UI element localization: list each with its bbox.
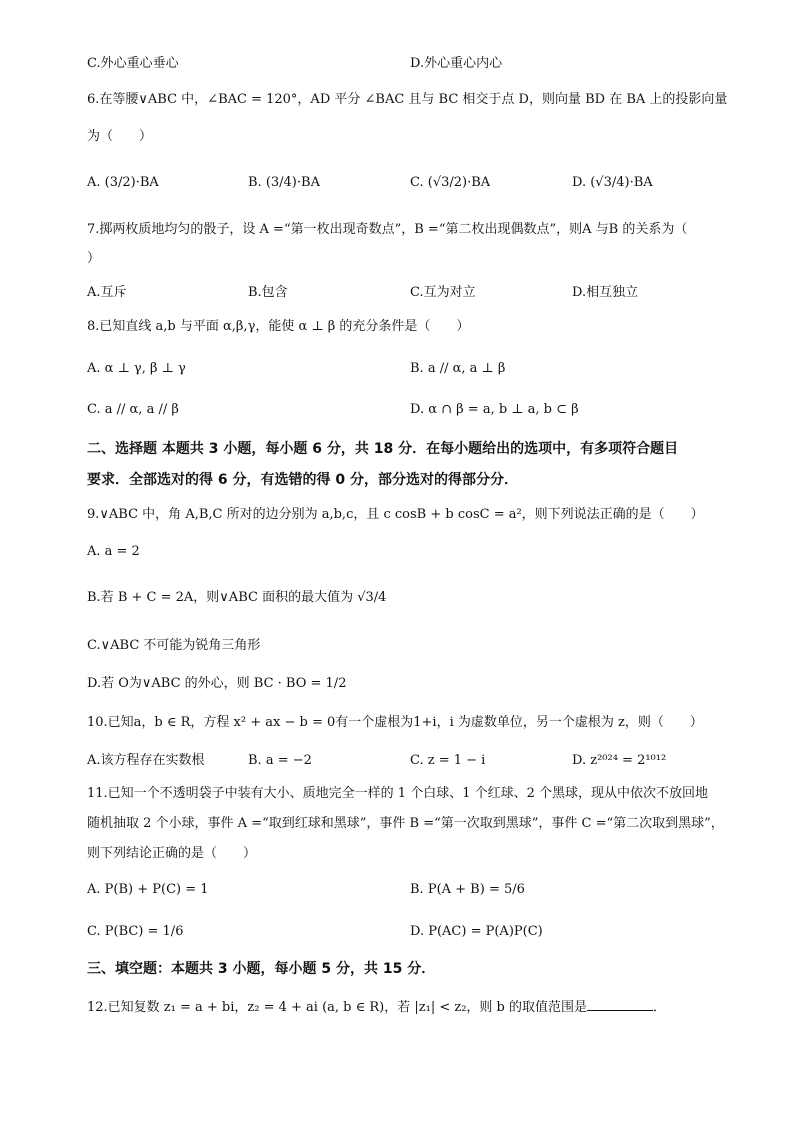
q9-stem: 9.∨ABC 中，角 A,B,C 所对的边分别为 a,b,c，且 c cosB + b cosC = a²，则下列说法正确的是（ ） <box>87 507 704 522</box>
q11-stem-line2: 随机抽取 2 个小球，事件 A =“取到红球和黑球”，事件 B =“第一次取到黑球”，事件 C =“第二次取到黑球”， <box>87 816 724 831</box>
q5-option-c: C.外心重心垂心 <box>87 56 179 71</box>
q12-stem <box>87 996 666 1017</box>
q8-option-b: B. a // α, a ⊥ β <box>410 361 506 376</box>
q6-stem-line2: 为（ ） <box>87 129 153 144</box>
q7-stem-line2: ） <box>87 251 101 266</box>
q11-option-d: D. P(AC) = P(A)P(C) <box>410 924 543 939</box>
q8-option-c: C. a // α, a // β <box>87 402 179 417</box>
q9-option-c: C.∨ABC 不可能为锐角三角形 <box>87 638 261 653</box>
section-3-heading: 三、填空题：本题共 3 小题，每小题 5 分，共 15 分． <box>87 961 436 977</box>
q8-stem: 8.已知直线 a,b 与平面 α,β,γ，能使 α ⊥ β 的充分条件是（ ） <box>87 319 470 334</box>
q8-option-d: D. α ∩ β = a, b ⊥ a, b ⊂ β <box>410 402 579 417</box>
q7-option-c: C.互为对立 <box>410 285 476 300</box>
q10-option-d: D. z²⁰²⁴ = 2¹⁰¹² <box>572 753 667 768</box>
q6-option-c: C. (√3/2)·BA <box>410 175 491 190</box>
q5-option-d: D.外心重心内心 <box>410 56 503 71</box>
q12-stem-text: 12.已知复数 z₁ = a + bi，z₂ = 4 + ai (a, b ∈ R)，若 |z₁| < z₂，则 b 的取值范围是 <box>87 1000 588 1015</box>
q7-stem-line1: 7.掷两枚质地均匀的骰子，设 A =“第一枚出现奇数点”，B =“第二枚出现偶数点”，则A 与B 的关系为（ <box>87 222 688 237</box>
q11-option-b: B. P(A + B) = 5/6 <box>410 882 525 897</box>
q6-option-b: B. (3/4)·BA <box>248 175 320 190</box>
q7-option-b: B.包含 <box>248 285 288 300</box>
q6-option-d: D. (√3/4)·BA <box>572 175 653 190</box>
q6-stem-line1: 6.在等腰∨ABC 中，∠BAC = 120°，AD 平分 ∠BAC 且与 BC 相交于点 D，则向量 BD 在 BA 上的投影向量 <box>87 92 728 107</box>
q8-option-a: A. α ⊥ γ, β ⊥ γ <box>87 361 186 376</box>
answer-blank[interactable] <box>587 996 653 1011</box>
q6-option-a: A. (3/2)·BA <box>87 175 159 190</box>
q11-option-c: C. P(BC) = 1/6 <box>87 924 184 939</box>
q11-stem-line3: 则下列结论正确的是（ ） <box>87 846 257 861</box>
q10-option-b: B. a = −2 <box>248 753 312 768</box>
q9-option-b: B.若 B + C = 2A，则∨ABC 面积的最大值为 √3/4 <box>87 590 387 605</box>
q12-stem-end: ． <box>653 1000 667 1015</box>
q11-option-a: A. P(B) + P(C) = 1 <box>87 882 209 897</box>
section-2-heading-line2: 要求．全部选对的得 6 分，有选错的得 0 分，部分选对的得部分分． <box>87 472 518 488</box>
q11-stem-line1: 11.已知一个不透明袋子中装有大小、质地完全一样的 1 个白球、1 个红球、2 个黑球，现从中依次不放回地 <box>87 786 709 801</box>
q10-option-c: C. z = 1 − i <box>410 753 486 768</box>
q10-stem: 10.已知a，b ∈ R，方程 x² + ax − b = 0有一个虚根为1+i，i 为虚数单位，另一个虚根为 z，则（ ） <box>87 715 703 730</box>
q7-option-a: A.互斥 <box>87 285 127 300</box>
q7-option-d: D.相互独立 <box>572 285 639 300</box>
q9-option-a: A. a = 2 <box>87 544 140 559</box>
q10-option-a: A.该方程存在实数根 <box>87 753 205 768</box>
section-2-heading-line1: 二、选择题 本题共 3 小题，每小题 6 分，共 18 分．在每小题给出的选项中，有多项符合题目 <box>87 441 679 457</box>
q9-option-d: D.若 O为∨ABC 的外心，则 BC · BO = 1/2 <box>87 676 347 691</box>
